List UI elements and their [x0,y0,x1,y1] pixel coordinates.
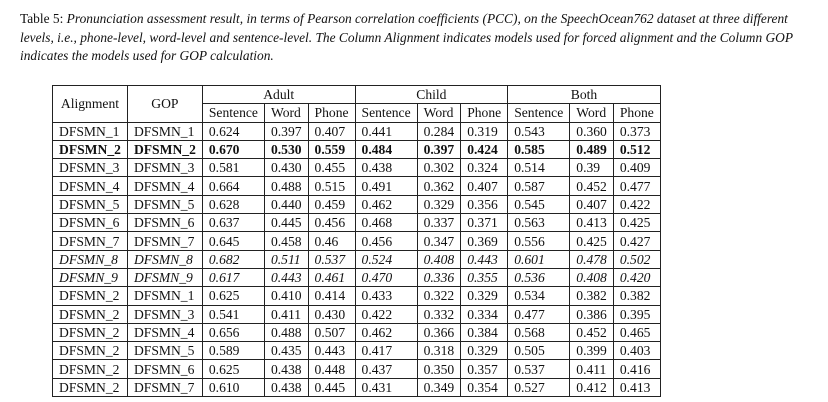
caption-text: Pronunciation assessment result, in terms of Pearson correlation coefficients (PCC), on the SpeechOcean762 dataset at three different levels, i.e., phone-level, word-level and sentence-level. The Column Alignment indicates models used for forced alignment and the Column GOP indicates the models used for GOP calculation. [20,11,793,63]
cell-both-phone: 0.465 [613,323,660,341]
table-row [53,140,661,158]
cell-adult-sentence: 0.682 [202,250,264,268]
cell-child-sentence: 0.433 [355,287,417,305]
cell-alignment: DFSMN_6 [53,214,128,232]
table-row [53,159,661,177]
cell-both-word: 0.408 [570,268,614,286]
cell-child-sentence: 0.468 [355,214,417,232]
cell-adult-word: 0.445 [264,214,308,232]
cell-adult-sentence: 0.656 [202,323,264,341]
cell-alignment: DFSMN_2 [53,378,128,396]
cell-child-word: 0.302 [417,159,461,177]
cell-both-sentence: 0.545 [508,195,570,213]
cell-alignment: DFSMN_8 [53,250,128,268]
cell-both-sentence: 0.514 [508,159,570,177]
header-phone: Phone [308,104,355,122]
cell-both-sentence: 0.556 [508,232,570,250]
cell-child-word: 0.347 [417,232,461,250]
cell-alignment: DFSMN_2 [53,287,128,305]
cell-child-sentence: 0.431 [355,378,417,396]
cell-child-phone: 0.384 [461,323,508,341]
table-row [53,232,661,250]
cell-adult-word: 0.435 [264,342,308,360]
header-word: Word [264,104,308,122]
cell-gop: DFSMN_4 [127,177,202,195]
cell-both-word: 0.386 [570,305,614,323]
cell-adult-word: 0.430 [264,159,308,177]
cell-adult-sentence: 0.625 [202,287,264,305]
cell-both-sentence: 0.568 [508,323,570,341]
cell-both-word: 0.412 [570,378,614,396]
table-row [53,214,661,232]
cell-gop: DFSMN_6 [127,214,202,232]
table-row [53,305,661,323]
cell-both-word: 0.478 [570,250,614,268]
header-sentence: Sentence [355,104,417,122]
cell-gop: DFSMN_5 [127,342,202,360]
cell-adult-phone: 0.456 [308,214,355,232]
cell-child-phone: 0.354 [461,378,508,396]
cell-gop: DFSMN_8 [127,250,202,268]
cell-child-word: 0.284 [417,122,461,140]
cell-both-phone: 0.427 [613,232,660,250]
header-group-adult: Adult [202,86,355,104]
cell-child-sentence: 0.417 [355,342,417,360]
cell-both-phone: 0.382 [613,287,660,305]
header-phone: Phone [461,104,508,122]
cell-child-word: 0.350 [417,360,461,378]
cell-adult-word: 0.438 [264,378,308,396]
cell-gop: DFSMN_3 [127,305,202,323]
cell-child-sentence: 0.462 [355,195,417,213]
cell-child-sentence: 0.484 [355,140,417,158]
cell-adult-phone: 0.559 [308,140,355,158]
cell-adult-sentence: 0.645 [202,232,264,250]
table-row [53,177,661,195]
cell-alignment: DFSMN_2 [53,360,128,378]
cell-both-phone: 0.425 [613,214,660,232]
cell-gop: DFSMN_1 [127,287,202,305]
cell-child-phone: 0.371 [461,214,508,232]
cell-both-sentence: 0.527 [508,378,570,396]
cell-both-sentence: 0.536 [508,268,570,286]
cell-child-sentence: 0.441 [355,122,417,140]
cell-child-sentence: 0.437 [355,360,417,378]
cell-both-sentence: 0.585 [508,140,570,158]
cell-adult-word: 0.511 [264,250,308,268]
cell-gop: DFSMN_2 [127,140,202,158]
cell-adult-sentence: 0.637 [202,214,264,232]
header-gop: GOP [127,86,202,123]
cell-child-phone: 0.324 [461,159,508,177]
cell-both-word: 0.39 [570,159,614,177]
header-phone: Phone [613,104,660,122]
cell-both-phone: 0.477 [613,177,660,195]
cell-child-word: 0.336 [417,268,461,286]
cell-adult-phone: 0.515 [308,177,355,195]
cell-child-word: 0.349 [417,378,461,396]
cell-adult-word: 0.411 [264,305,308,323]
table-row [53,195,661,213]
cell-child-phone: 0.369 [461,232,508,250]
header-word: Word [570,104,614,122]
table-row [53,287,661,305]
cell-gop: DFSMN_6 [127,360,202,378]
cell-adult-word: 0.530 [264,140,308,158]
header-alignment: Alignment [53,86,128,123]
cell-adult-sentence: 0.625 [202,360,264,378]
table-body [53,122,661,396]
cell-adult-phone: 0.430 [308,305,355,323]
cell-adult-phone: 0.448 [308,360,355,378]
cell-child-phone: 0.355 [461,268,508,286]
cell-adult-sentence: 0.617 [202,268,264,286]
cell-both-sentence: 0.587 [508,177,570,195]
header-word: Word [417,104,461,122]
cell-child-sentence: 0.462 [355,323,417,341]
cell-adult-word: 0.488 [264,177,308,195]
cell-child-phone: 0.329 [461,287,508,305]
cell-child-word: 0.322 [417,287,461,305]
table-row [53,378,661,396]
cell-gop: DFSMN_3 [127,159,202,177]
cell-both-word: 0.360 [570,122,614,140]
cell-both-phone: 0.413 [613,378,660,396]
cell-child-word: 0.366 [417,323,461,341]
cell-both-word: 0.425 [570,232,614,250]
cell-child-sentence: 0.422 [355,305,417,323]
cell-both-word: 0.411 [570,360,614,378]
cell-gop: DFSMN_5 [127,195,202,213]
table-row [53,323,661,341]
cell-adult-phone: 0.445 [308,378,355,396]
cell-alignment: DFSMN_9 [53,268,128,286]
cell-child-phone: 0.407 [461,177,508,195]
cell-adult-phone: 0.407 [308,122,355,140]
cell-alignment: DFSMN_7 [53,232,128,250]
cell-child-phone: 0.319 [461,122,508,140]
cell-adult-phone: 0.537 [308,250,355,268]
cell-both-sentence: 0.505 [508,342,570,360]
cell-adult-sentence: 0.610 [202,378,264,396]
cell-both-phone: 0.502 [613,250,660,268]
cell-both-phone: 0.395 [613,305,660,323]
cell-both-sentence: 0.534 [508,287,570,305]
cell-both-sentence: 0.537 [508,360,570,378]
cell-adult-phone: 0.414 [308,287,355,305]
cell-alignment: DFSMN_1 [53,122,128,140]
cell-both-phone: 0.512 [613,140,660,158]
table-row [53,342,661,360]
cell-both-word: 0.452 [570,177,614,195]
cell-alignment: DFSMN_2 [53,305,128,323]
cell-both-word: 0.489 [570,140,614,158]
cell-both-phone: 0.422 [613,195,660,213]
cell-both-word: 0.407 [570,195,614,213]
cell-both-sentence: 0.477 [508,305,570,323]
cell-alignment: DFSMN_2 [53,140,128,158]
cell-adult-sentence: 0.624 [202,122,264,140]
cell-both-sentence: 0.543 [508,122,570,140]
cell-alignment: DFSMN_3 [53,159,128,177]
table-row [53,360,661,378]
cell-gop: DFSMN_1 [127,122,202,140]
cell-child-word: 0.318 [417,342,461,360]
cell-adult-word: 0.397 [264,122,308,140]
cell-adult-phone: 0.443 [308,342,355,360]
cell-adult-phone: 0.507 [308,323,355,341]
table-row [53,250,661,268]
cell-alignment: DFSMN_2 [53,342,128,360]
cell-adult-word: 0.438 [264,360,308,378]
table-caption [20,10,820,66]
cell-child-word: 0.362 [417,177,461,195]
header-sentence: Sentence [202,104,264,122]
cell-adult-phone: 0.459 [308,195,355,213]
cell-child-phone: 0.356 [461,195,508,213]
cell-both-word: 0.413 [570,214,614,232]
header-row-groups [53,86,661,104]
header-sentence: Sentence [508,104,570,122]
cell-child-sentence: 0.456 [355,232,417,250]
caption-label: Table 5: [20,11,64,26]
cell-child-word: 0.408 [417,250,461,268]
cell-adult-sentence: 0.664 [202,177,264,195]
cell-adult-phone: 0.461 [308,268,355,286]
cell-child-word: 0.332 [417,305,461,323]
cell-adult-word: 0.410 [264,287,308,305]
cell-gop: DFSMN_7 [127,378,202,396]
cell-child-sentence: 0.438 [355,159,417,177]
cell-gop: DFSMN_9 [127,268,202,286]
table-row [53,122,661,140]
results-table [52,85,661,397]
cell-both-sentence: 0.563 [508,214,570,232]
cell-both-phone: 0.416 [613,360,660,378]
cell-both-phone: 0.373 [613,122,660,140]
table-row [53,268,661,286]
cell-child-phone: 0.334 [461,305,508,323]
cell-child-word: 0.397 [417,140,461,158]
cell-adult-word: 0.443 [264,268,308,286]
cell-adult-word: 0.440 [264,195,308,213]
cell-alignment: DFSMN_4 [53,177,128,195]
header-group-child: Child [355,86,508,104]
cell-alignment: DFSMN_5 [53,195,128,213]
cell-child-sentence: 0.524 [355,250,417,268]
cell-both-word: 0.399 [570,342,614,360]
cell-adult-phone: 0.46 [308,232,355,250]
cell-adult-word: 0.458 [264,232,308,250]
cell-both-phone: 0.409 [613,159,660,177]
cell-adult-sentence: 0.541 [202,305,264,323]
cell-adult-sentence: 0.628 [202,195,264,213]
cell-gop: DFSMN_4 [127,323,202,341]
cell-both-phone: 0.420 [613,268,660,286]
cell-child-sentence: 0.491 [355,177,417,195]
cell-child-phone: 0.424 [461,140,508,158]
cell-child-word: 0.337 [417,214,461,232]
cell-child-sentence: 0.470 [355,268,417,286]
cell-adult-phone: 0.455 [308,159,355,177]
cell-both-word: 0.452 [570,323,614,341]
cell-adult-sentence: 0.589 [202,342,264,360]
cell-child-phone: 0.357 [461,360,508,378]
cell-alignment: DFSMN_2 [53,323,128,341]
cell-adult-sentence: 0.670 [202,140,264,158]
cell-adult-word: 0.488 [264,323,308,341]
cell-adult-sentence: 0.581 [202,159,264,177]
cell-both-sentence: 0.601 [508,250,570,268]
cell-both-word: 0.382 [570,287,614,305]
cell-child-phone: 0.443 [461,250,508,268]
cell-child-phone: 0.329 [461,342,508,360]
cell-both-phone: 0.403 [613,342,660,360]
header-group-both: Both [508,86,661,104]
cell-gop: DFSMN_7 [127,232,202,250]
cell-child-word: 0.329 [417,195,461,213]
